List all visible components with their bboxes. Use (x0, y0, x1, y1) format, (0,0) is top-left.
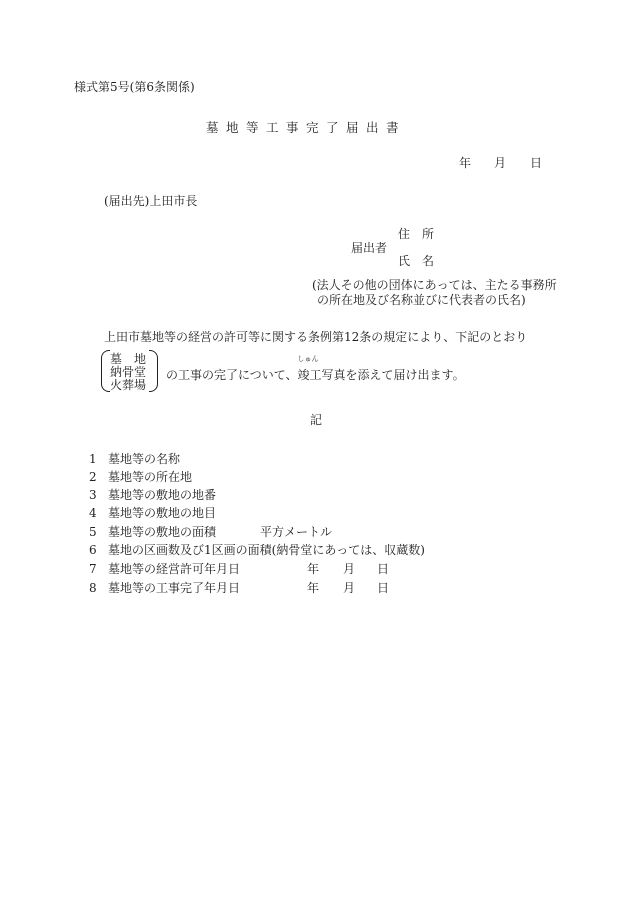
item-label: 墓地等の敷地の地目 (108, 506, 217, 520)
item-number: 7 (89, 562, 97, 576)
option-ossuary: 納骨堂 (110, 365, 147, 379)
item-label: 墓地等の敷地の面積 (108, 525, 217, 539)
body-line2-after: 工写真を添えて届け出ます。 (309, 368, 465, 382)
ruby-kanji-wrapper (297, 355, 319, 382)
item-label: 墓地等の名称 (108, 452, 181, 466)
item-label: 墓地の区画数及び1区画の面積(納骨堂にあっては、収蔵数) (108, 543, 425, 557)
completion-month-label: 月 (343, 581, 356, 595)
permit-day-label: 日 (377, 562, 390, 576)
form-number: 様式第5号(第6条関係) (74, 80, 195, 94)
option-crematorium: 火葬場 (110, 378, 147, 392)
item-label: 墓地等の経営許可年月日 (108, 562, 241, 576)
facility-options (110, 353, 146, 392)
item-number: 8 (89, 581, 97, 595)
item-number: 4 (89, 506, 97, 520)
ruby-kanji: 竣 (297, 368, 310, 382)
completion-day-label: 日 (377, 581, 390, 595)
body-line2-before: の工事の完了について、 (166, 368, 298, 382)
permit-year-label: 年 (307, 562, 320, 576)
date-month-label: 月 (494, 156, 507, 170)
item-label: 墓地等の所在地 (108, 470, 193, 484)
option-cemetery: 墓 地 (110, 352, 147, 366)
corporate-note-line2: の所在地及び名称並びに代表者の氏名) (317, 293, 526, 307)
item-label: 墓地等の工事完了年月日 (108, 581, 241, 595)
corporate-note-line1: (法人その他の団体にあっては、主たる事務所 (312, 278, 557, 292)
ki-heading: 記 (310, 413, 323, 427)
item-label: 墓地等の敷地の地番 (108, 488, 217, 502)
item-number: 6 (89, 543, 97, 557)
item-number: 2 (89, 470, 97, 484)
completion-year-label: 年 (307, 581, 320, 595)
left-bracket (101, 350, 110, 392)
document-title: 墓地等工事完了届出書 (206, 120, 407, 135)
item-number: 3 (89, 488, 97, 502)
body-line1: 上田市墓地等の経営の許可等に関する条例第12条の規定により、下記のとおり (104, 330, 528, 344)
address-label: 住 所 (398, 227, 435, 241)
addressee: (届出先)上田市長 (104, 194, 198, 208)
name-label: 氏 名 (398, 254, 435, 268)
item-number: 5 (89, 525, 97, 539)
item-number: 1 (89, 452, 97, 466)
area-unit: 平方メートル (260, 525, 333, 539)
right-bracket (149, 350, 158, 392)
applicant-label: 届出者 (351, 241, 388, 255)
body-line2 (166, 355, 465, 382)
date-year-label: 年 (459, 156, 472, 170)
ruby-reading: しゅん (297, 355, 319, 363)
date-day-label: 日 (530, 156, 543, 170)
permit-month-label: 月 (343, 562, 356, 576)
